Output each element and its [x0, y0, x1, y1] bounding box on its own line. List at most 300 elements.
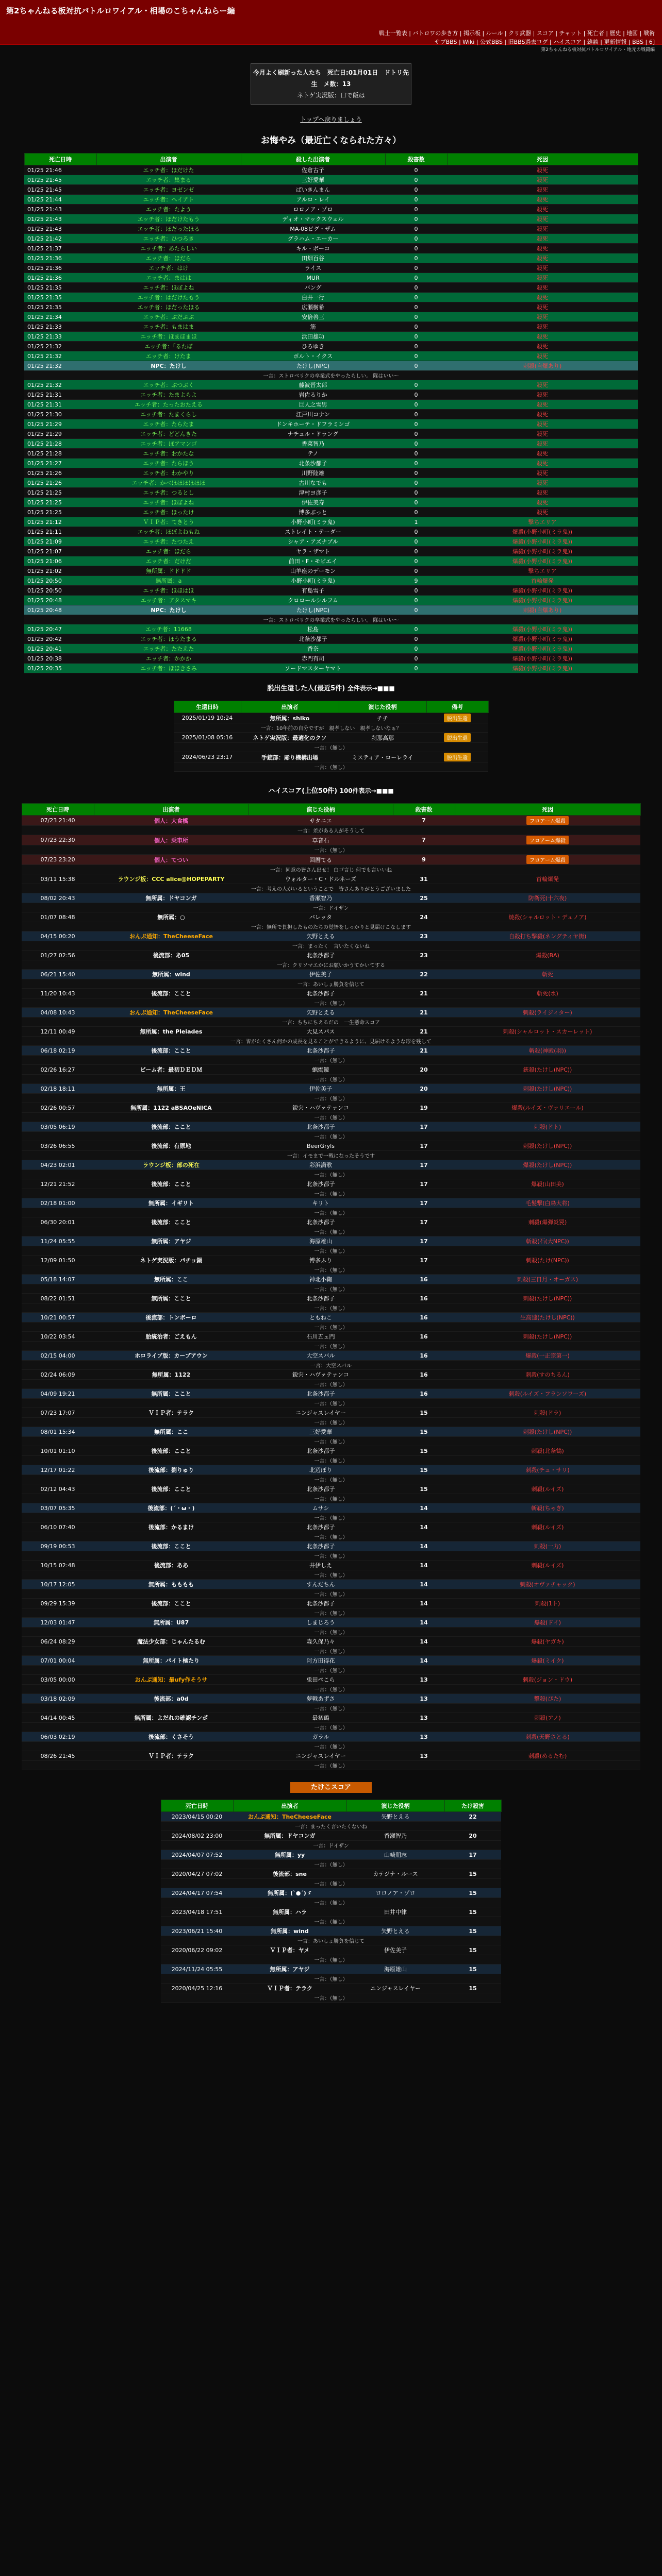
death-time: 03/05 00:00: [22, 1675, 94, 1685]
comment-text: 一言：（無し）: [22, 1437, 640, 1446]
kill-count: 0: [385, 234, 447, 244]
comment-row: [22, 903, 640, 912]
player-name[interactable]: 無所属：a: [96, 576, 241, 586]
table-row: [22, 816, 640, 826]
death-cause: 斬殺(石(大NPC)): [526, 1238, 569, 1245]
player-name[interactable]: 無所属：ハラ: [233, 1907, 346, 1917]
character-name: 有島雪子: [241, 586, 385, 596]
player-name[interactable]: 無所属：wind: [233, 1926, 346, 1936]
table-row: [24, 244, 638, 253]
player-name[interactable]: エッチ者：かべほほほほほほ: [96, 478, 241, 488]
player-name[interactable]: エッチ者：ほだら: [96, 253, 241, 263]
table-row: [24, 537, 638, 547]
player-name[interactable]: ＶＩＰ者：テラク: [233, 1984, 346, 1993]
player-name[interactable]: ネトゲ実況版：最適化のクソ: [241, 733, 339, 743]
death-cause: 撃ちエリア: [447, 517, 638, 527]
comment-row: [22, 1666, 640, 1675]
player-name[interactable]: 無所属：ドヤコンガ: [94, 893, 249, 903]
player-name[interactable]: 無所属：1122: [94, 1370, 249, 1380]
player-name[interactable]: おんぷ通知：最ufy作そうサ: [94, 1675, 249, 1685]
player-name[interactable]: エッチ者：ヨゼンゼ: [96, 185, 241, 195]
player-name[interactable]: エッチ者：「るたぼ: [96, 342, 241, 351]
player-name[interactable]: エッチ者：どどんきた: [96, 429, 241, 439]
player-name[interactable]: エッチ者：たまよらよ: [96, 390, 241, 400]
player-name[interactable]: エッチ者：たらほう: [96, 459, 241, 468]
comment-row: [22, 845, 640, 855]
player-name[interactable]: ＶＩＰ者：てきとう: [96, 517, 241, 527]
player-name[interactable]: エッチ者：たったおたえる: [96, 400, 241, 410]
status-box: [251, 63, 411, 105]
player-name[interactable]: エッチ者：ぶつぶく: [96, 380, 241, 390]
player-name[interactable]: エッチ者：集まる: [96, 175, 241, 185]
kill-count: 14: [393, 1580, 455, 1589]
player-name[interactable]: 無所属：アヤジ: [94, 1236, 249, 1246]
death-cause: 刺殺(ドト): [534, 1124, 561, 1130]
player-name[interactable]: 後流部：ここと: [94, 1446, 249, 1456]
player-name[interactable]: 無所属：yy: [233, 1850, 346, 1860]
table-row: [22, 1580, 640, 1589]
player-name[interactable]: 無所属：ここと: [94, 1294, 249, 1303]
player-name[interactable]: エッチ者：あたらしい: [96, 244, 241, 253]
player-name[interactable]: エッチ者：ほぼよね: [96, 498, 241, 507]
player-name[interactable]: エッチ者：ほだったほる: [96, 224, 241, 234]
player-name[interactable]: 個人：乗車所: [94, 835, 249, 845]
player-name[interactable]: 無所属：もももも: [94, 1580, 249, 1589]
player-name[interactable]: エッチ者：たらたま: [96, 419, 241, 429]
death-time: 01/25 21:33: [24, 332, 96, 342]
character-name: 北条沙都子: [249, 989, 393, 998]
table-row: [24, 400, 638, 410]
death-time: 01/25 20:50: [24, 586, 96, 596]
comment-text: 一言：（無し）: [22, 1113, 640, 1122]
comment-row: [22, 1189, 640, 1198]
player-name[interactable]: 個人：大食橋: [94, 816, 249, 826]
death-time: 02/15 04:00: [22, 1351, 94, 1361]
player-name[interactable]: エッチ者：ほほきさみ: [96, 664, 241, 673]
character-name: ニンジャスレイヤー: [249, 1751, 393, 1761]
character-name: 安倍善三: [241, 312, 385, 322]
player-name[interactable]: エッチ者：ほったけ: [96, 507, 241, 517]
comment-text: 一言：ストロベリクの卒業式をやったらしい。 隊はいい～: [24, 615, 638, 624]
death-cause-cell: [455, 1656, 640, 1666]
player-name[interactable]: エッチ者：はだけたもう: [96, 293, 241, 302]
kill-count: 13: [393, 1675, 455, 1685]
player-name[interactable]: 無所属：(`●´)ゞ: [233, 1888, 346, 1898]
player-name[interactable]: ネトゲ実況版：パチョ鍋: [94, 1256, 249, 1265]
character-name: 神北小鞠: [249, 1275, 393, 1284]
death-time: 01/25 21:27: [24, 459, 96, 468]
death-time: 06/21 15:40: [22, 970, 94, 979]
player-name[interactable]: エッチ者：たつたえ: [96, 537, 241, 547]
death-time: 10/15 02:48: [22, 1561, 94, 1570]
player-name[interactable]: 後流部：(´・ω・): [94, 1503, 249, 1513]
player-name[interactable]: 無所属：アヤジ: [233, 1964, 346, 1974]
table-row: [22, 970, 640, 979]
comment-row: [161, 1879, 501, 1888]
comment-row: [22, 1456, 640, 1465]
table-row: [24, 624, 638, 634]
player-name[interactable]: 無所属：ここ: [94, 1275, 249, 1284]
player-name[interactable]: 後流部：ここと: [94, 1599, 249, 1608]
character-name: 鋭宍・ハヴァテァンコ: [249, 1370, 393, 1380]
player-name[interactable]: エッチ者：11668: [96, 624, 241, 634]
kill-count: 0: [385, 380, 447, 390]
comment-row: [161, 1841, 501, 1850]
death-cause: 首輪爆発: [536, 876, 559, 883]
character-name: 海原雄山: [249, 1236, 393, 1246]
table-row: [22, 951, 640, 960]
death-cause: 殺死: [447, 459, 638, 468]
death-cause: 殺死: [447, 498, 638, 507]
site-title[interactable]: 第2ちゃんねる板対抗バトルロワイアル・相場のこちゃんねらー編: [6, 6, 235, 15]
death-time: 01/25 21:46: [24, 165, 96, 175]
character-name: グラハム・エーカー: [241, 234, 385, 244]
character-name: キル・ボーコ: [241, 244, 385, 253]
player-name[interactable]: 後流部：トンボーロ: [94, 1313, 249, 1323]
player-name[interactable]: 魔法少女部：じゃんたるむ: [94, 1637, 249, 1647]
player-name[interactable]: エッチ者：ぽアマンゴ: [96, 439, 241, 449]
death-cause-cell: [455, 951, 640, 960]
player-name[interactable]: NPC：たけし: [96, 361, 241, 371]
table-row: [24, 576, 638, 586]
death-cause: 爆殺(小野小町(ミラ鬼)): [447, 556, 638, 566]
player-name[interactable]: 後流部：くさそう: [94, 1732, 249, 1742]
player-name[interactable]: エッチ者：たよう: [96, 205, 241, 214]
table-row: [24, 654, 638, 664]
character-name: 巨人之雪男: [241, 400, 385, 410]
comment-row: [22, 1437, 640, 1446]
table-header-row: [24, 154, 638, 165]
kill-count: 15: [393, 1408, 455, 1418]
death-time: 01/25 20:41: [24, 644, 96, 654]
remark-cell: [426, 733, 488, 743]
table-row: [24, 253, 638, 263]
player-name[interactable]: 無所属：王: [94, 1084, 249, 1094]
death-cause: 殺死: [447, 273, 638, 283]
character-name: 北辺ぼり: [249, 1465, 393, 1475]
player-name[interactable]: 無所属：shiko: [241, 713, 339, 723]
player-name[interactable]: 後流部：かるまけ: [94, 1522, 249, 1532]
player-name[interactable]: ラウンジ板：部の死在: [94, 1160, 249, 1170]
player-name[interactable]: 無所属：U87: [94, 1618, 249, 1628]
table-row: [24, 361, 638, 371]
character-name: 矢野とえる: [346, 1812, 444, 1822]
player-name[interactable]: 後流部：ここと: [94, 1046, 249, 1056]
character-name: しまじろう: [249, 1618, 393, 1628]
player-name[interactable]: ＶＩＰ者：テラク: [94, 1751, 249, 1761]
death-time: 04/14 00:45: [22, 1713, 94, 1723]
comment-row: [22, 979, 640, 989]
death-cause-cell: [455, 1256, 640, 1265]
kill-count: 13: [393, 1694, 455, 1704]
player-name[interactable]: エッチ者：ほだけた: [96, 165, 241, 175]
comment-row: [22, 1056, 640, 1065]
player-name[interactable]: エッチ者：もまはま: [96, 322, 241, 332]
player-name[interactable]: エッチ者：ひつろき: [96, 234, 241, 244]
player-name[interactable]: ホロライブ版：カーブアウン: [94, 1351, 249, 1361]
comment-row: [22, 1628, 640, 1637]
kill-count: 0: [385, 214, 447, 224]
player-name[interactable]: ＶＩＰ者：テラク: [94, 1408, 249, 1418]
comment-row: [22, 1551, 640, 1561]
kill-count: 24: [393, 912, 455, 922]
player-name[interactable]: 後流部：有原地: [94, 1141, 249, 1151]
death-time: 10/21 00:57: [22, 1313, 94, 1323]
kill-count: 14: [393, 1541, 455, 1551]
death-time: 01/25 21:25: [24, 507, 96, 517]
player-name[interactable]: 後流部：ここと: [94, 1484, 249, 1494]
table-row: [22, 1427, 640, 1437]
death-cause-cell: [455, 1179, 640, 1189]
player-name[interactable]: エッチ者：ほだったほる: [96, 302, 241, 312]
table-row: [174, 713, 488, 723]
player-name[interactable]: エッチ者：ほうたまる: [96, 634, 241, 644]
table-row: [22, 1522, 640, 1532]
character-name: 鋭宍・ハヴァテァンコ: [249, 1103, 393, 1113]
death-cause: 刺殺(ジョン・ドウ): [522, 1676, 573, 1683]
column-header: 殺害数: [385, 154, 447, 165]
player-name[interactable]: エッチ者：ほぼよね: [96, 283, 241, 293]
table-row: [24, 527, 638, 537]
death-cause-cell: [455, 1484, 640, 1494]
death-cause: 殺死: [447, 165, 638, 175]
player-name[interactable]: 無所属：よだれの確認チンポ: [94, 1713, 249, 1723]
character-name: 最初鶴: [249, 1713, 393, 1723]
player-name[interactable]: エッチ者：アタスマキ: [96, 596, 241, 605]
death-cause: 殺死: [447, 400, 638, 410]
character-name: たけし(NPC): [241, 605, 385, 615]
death-time: 01/25 20:50: [24, 576, 96, 586]
kill-count: 0: [385, 224, 447, 234]
table-row: [22, 1351, 640, 1361]
player-name[interactable]: エッチ者：おかたな: [96, 449, 241, 459]
comment-row: [22, 1361, 640, 1370]
player-name[interactable]: おんぷ通知：TheCheeseFace: [94, 1008, 249, 1018]
player-name[interactable]: エッチ者：かかか: [96, 654, 241, 664]
death-cause: 殺死: [447, 214, 638, 224]
character-name: ミスティア・ローレライ: [339, 752, 426, 762]
takeshi-kills: 15: [444, 1964, 501, 1974]
death-cause-cell: [455, 1351, 640, 1361]
character-name: 浜田雄功: [241, 332, 385, 342]
kill-count: 0: [385, 410, 447, 419]
character-name: ナチュル・ドラング: [241, 429, 385, 439]
table-row: [24, 302, 638, 312]
kill-count: 0: [385, 244, 447, 253]
player-name[interactable]: エッチ者：ヘイアト: [96, 195, 241, 205]
player-name[interactable]: エッチ者：ほだけたもう: [96, 214, 241, 224]
takeshi-kills: 15: [444, 1907, 501, 1917]
death-cause: 撃ちエリア: [447, 566, 638, 576]
player-name[interactable]: エッチ者：まはは: [96, 273, 241, 283]
player-name[interactable]: おんぷ通知：TheCheeseFace: [94, 931, 249, 941]
player-name[interactable]: 個人：てつい: [94, 855, 249, 865]
death-time: 01/25 21:25: [24, 488, 96, 498]
character-name: 北条沙都子: [249, 1294, 393, 1303]
player-name[interactable]: 無所属：wind: [94, 970, 249, 979]
character-name: 北条沙都子: [249, 951, 393, 960]
death-cause: 刺殺(めるたむ): [528, 1753, 567, 1759]
kill-count: 31: [393, 874, 455, 884]
character-name: 北条沙都子: [249, 1484, 393, 1494]
takeshi-kills: 20: [444, 1831, 501, 1841]
comment-text: 一言：（無し）: [22, 1456, 640, 1465]
character-name: バレッタ: [249, 912, 393, 922]
death-cause: 斬死: [542, 971, 553, 978]
table-row: [22, 1656, 640, 1666]
escape-time: 2025/01/08 05:16: [174, 733, 241, 743]
character-name: 佐倉古子: [241, 165, 385, 175]
player-name[interactable]: 後流部：ここと: [94, 1179, 249, 1189]
player-name[interactable]: NPC：たけし: [96, 605, 241, 615]
column-header: 備考: [426, 701, 488, 713]
player-name[interactable]: エッチ者：ほほはほ: [96, 586, 241, 596]
player-name[interactable]: 無所属：ここと: [94, 1389, 249, 1399]
death-time: 01/25 21:36: [24, 253, 96, 263]
character-name: ガラル: [249, 1732, 393, 1742]
player-name[interactable]: 後流部：ここと: [94, 1541, 249, 1551]
table-row: [22, 931, 640, 941]
death-time: 01/25 21:35: [24, 302, 96, 312]
player-name[interactable]: 後流部：ここと: [94, 1217, 249, 1227]
player-name[interactable]: エッチ者：わかやり: [96, 468, 241, 478]
player-name[interactable]: エッチ者：ほまほまほ: [96, 332, 241, 342]
player-name[interactable]: エッチ者：ぷだぷぷ: [96, 312, 241, 322]
kill-count: 20: [393, 1084, 455, 1094]
player-name[interactable]: 無所属：1122 aBSAOeNICA: [94, 1103, 249, 1113]
death-time: 01/25 21:35: [24, 293, 96, 302]
comment-text: 一言：（無し）: [22, 1303, 640, 1313]
player-name[interactable]: 後流部：ここと: [94, 989, 249, 998]
death-time: 12/21 21:52: [22, 1179, 94, 1189]
character-name: ニンジャスレイヤー: [346, 1984, 444, 1993]
player-name[interactable]: エッチ者：たたえた: [96, 644, 241, 654]
nav-line-1[interactable]: 戦士一覧表 | バトロワの歩き方 | 掲示板 | ルール | クリ武器 | スコア | チャット | 死亡者 | 歴史 | 地図 | 戦術: [378, 30, 655, 37]
death-cause: 爆殺(たけし(NPC)): [523, 1162, 572, 1168]
death-time: 01/25 20:42: [24, 634, 96, 644]
kill-count: 21: [393, 1027, 455, 1037]
player-name[interactable]: エッチ者：けたま: [96, 351, 241, 361]
player-name[interactable]: 無所属：the Pleiades: [94, 1027, 249, 1037]
player-name[interactable]: ラウンジ板：CCC alice@HOPEPARTY: [94, 874, 249, 884]
highscore-more-link[interactable]: 100件表示→■■■: [339, 787, 394, 794]
death-time: 06/18 02:19: [22, 1046, 94, 1056]
table-row: [22, 1256, 640, 1265]
death-cause: 刺殺(チュ・サリ): [525, 1467, 570, 1473]
death-cause-cell: [455, 970, 640, 979]
player-name[interactable]: 後流部：a0d: [94, 1694, 249, 1704]
player-name[interactable]: 無所属：ドドドド: [96, 566, 241, 576]
death-cause: 爆殺(小野小町(ミラ鬼)): [447, 586, 638, 596]
character-name: MUR: [241, 273, 385, 283]
player-name[interactable]: ビーム者：最初ＤＥＤＭ: [94, 1065, 249, 1075]
character-name: 広瀬樹希: [241, 302, 385, 312]
highscore-title: ハイスコア(上位50件): [268, 787, 338, 795]
column-header: 死因: [455, 804, 640, 816]
death-cause-cell: [455, 1236, 640, 1246]
death-cause: 刺殺(たけし(NPC)): [523, 1295, 572, 1302]
comment-row: [22, 1323, 640, 1332]
comment-text: 一言：（無し）: [22, 1761, 640, 1770]
player-name[interactable]: 後流部：ああ: [94, 1561, 249, 1570]
death-cause: 刺殺(ルイズ): [531, 1486, 564, 1493]
nav-line-2[interactable]: サブBBS | Wiki | 公式BBS | 旧BBS過去ログ | ハイスコア | 雑談 | 更新情報 | BBS | 6]: [434, 39, 655, 45]
death-time: 08/01 15:34: [22, 1427, 94, 1437]
player-name[interactable]: エッチ者：はけ: [96, 263, 241, 273]
death-time: 02/18 18:11: [22, 1084, 94, 1094]
player-name[interactable]: ＶＩＰ者：ヤメ: [233, 1945, 346, 1955]
player-name[interactable]: 無所属：ここ: [94, 1427, 249, 1437]
table-row: [22, 1103, 640, 1113]
kill-count: 0: [385, 283, 447, 293]
player-name[interactable]: 無所属：ドヤコンガ: [233, 1831, 346, 1841]
comment-row: [22, 1018, 640, 1027]
kill-count: 0: [385, 605, 447, 615]
kill-count: 0: [385, 498, 447, 507]
comment-row: [174, 743, 488, 752]
player-name[interactable]: エッチ者：つるとし: [96, 488, 241, 498]
comment-row: [22, 1246, 640, 1256]
table-row: [22, 1027, 640, 1037]
death-cause: フロアーム爆殺: [526, 855, 569, 864]
character-name: 小野小町(ミラ鬼): [241, 517, 385, 527]
character-name: 小野小町(ミラ鬼): [241, 576, 385, 586]
player-name[interactable]: 無所属：○: [94, 912, 249, 922]
player-name[interactable]: 胎統治者：ごえもん: [94, 1332, 249, 1342]
comment-text: 一言：（無し）: [22, 1723, 640, 1732]
table-row: [24, 185, 638, 195]
table-row: [24, 214, 638, 224]
player-name[interactable]: 手錠部：彫り機構出場: [241, 752, 339, 762]
death-cause: 殺死: [447, 439, 638, 449]
death-time: 01/25 21:32: [24, 351, 96, 361]
player-name[interactable]: 後流部：劉りゅり: [94, 1465, 249, 1475]
comment-row: [22, 1284, 640, 1294]
player-name[interactable]: エッチ者：だけだ: [96, 556, 241, 566]
column-header: 死因: [447, 154, 638, 165]
player-name[interactable]: おんぷ通知：TheCheeseFace: [233, 1812, 346, 1822]
kill-count: 15: [393, 1427, 455, 1437]
death-cause: 殺死: [447, 293, 638, 302]
player-name[interactable]: エッチ者：たまくらし: [96, 410, 241, 419]
comment-text: 一言：（無し）: [22, 1170, 640, 1179]
death-time: 01/25 20:48: [24, 596, 96, 605]
death-cause: 刺殺(たけし(NPC)): [523, 1429, 572, 1435]
death-time: 06/10 07:40: [22, 1522, 94, 1532]
comment-text: 一言：（無し）: [174, 762, 488, 772]
table-row: [22, 1008, 640, 1018]
player-name[interactable]: エッチ者：ほぼよねもね: [96, 527, 241, 537]
table-row: [22, 1370, 640, 1380]
table-row: [24, 459, 638, 468]
player-name[interactable]: 後流部：sne: [233, 1869, 346, 1879]
player-name[interactable]: 後流部：ここと: [94, 1122, 249, 1132]
death-cause-cell: [455, 1446, 640, 1456]
comment-row: [22, 922, 640, 931]
player-name[interactable]: 無所属：イギリト: [94, 1198, 249, 1208]
winners-more-link[interactable]: 全件表示→■■■: [347, 685, 395, 692]
player-name[interactable]: エッチ者：ほだら: [96, 547, 241, 556]
top-link[interactable]: トップへ戻りましょう: [300, 116, 362, 123]
takeshi-kills: 15: [444, 1926, 501, 1936]
character-name: ソードマスターヤマト: [241, 664, 385, 673]
death-time: 01/25 21:32: [24, 361, 96, 371]
column-header: 殺害数: [393, 804, 455, 816]
death-time: 07/23 17:07: [22, 1408, 94, 1418]
player-name[interactable]: 無所属：パイト極たり: [94, 1656, 249, 1666]
kill-count: 0: [385, 390, 447, 400]
player-name[interactable]: 後流部：あ05: [94, 951, 249, 960]
